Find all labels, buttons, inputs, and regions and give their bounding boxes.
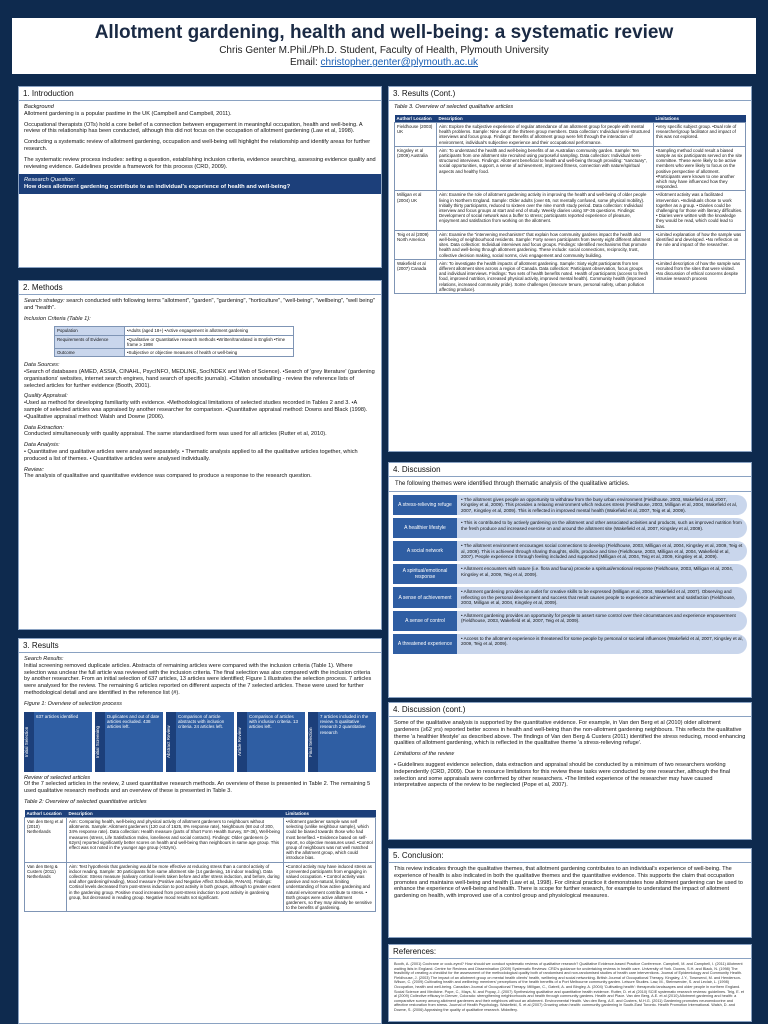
rq-text: How does allotment gardening contribute to an individual's experience of health and well-being? [24,184,291,191]
table-cell: •Allotment activity was a facilitated intervention. •Individuals chose to work together as a group. • Diaries could be challenging for those with literacy difficulties. • Diaries were written with the knowledge they would be read, which could lead to bias. [654,191,746,230]
table-cell: •Limited explanation of how the sample was identified and developed. •No reflection on the role and impact of the researcher. [654,230,746,259]
intro-panel [18,86,382,268]
results-heading: 3. Results [19,639,381,653]
methods-heading: 2. Methods [19,281,381,295]
rsa-text: Of the 7 selected articles in the review, 2 used quantitative research methods. An overview of these is presented in Table 2. The remaining 5 used qualitative research methods and an overview of these is presented in Table 3. [24,781,371,795]
table2 [24,810,376,913]
background-label: Background [24,104,54,110]
flow-step-text: 637 articles identified [34,712,92,772]
table-header-cell: Author/ Location [395,115,437,123]
flow-step [95,712,163,772]
quality-text: •Used as method for developing familiarity with evidence. •Methodological limitations of selected studies recorded in Tables 2 and 3. •A sample of selected articles was appraised by another researcher for comparison. •Quantitative appraisal method: Downs and Black (1998). •Qualitative appraisal method: Walsh and Downe (2006). [24,400,368,420]
table-row [395,230,746,259]
inclusion-key: Population [55,327,125,335]
table-header-cell: Limitations [654,115,746,123]
theme-description: • Allotment encounters with nature (i.e. flora and fauna) provoke a spiritual/emotional response (Fieldhouse, 2003, Milligan et al, 2004, Kingsley et al, 2009, Teig et al, 2009). [457,564,747,584]
references-panel [388,944,752,1022]
inclusion-value: •Qualitative or Quantitative research methods •Written/translated in English •Time frame ≥ 1998 [125,335,294,348]
research-question [19,174,381,194]
inclusion-label: Inclusion Criteria (Table 1): [24,315,91,322]
theme-description: • The allotment environment encourages social connections to develop (Fieldhouse, 2003, Milligan et al, 2004, Kingsley et al, 2009, Teig et al, 2009). This is achieved through sharing thoughts, skills, produce and time (Fieldhouse, 2003, Milligan et al, 2004, Wakefield et al, 2007). People experience it through feeling included and supported (Milligan et al, 2004, Teig et al, 2009, Kingsley et al, 2009). [457,541,747,561]
table2-label: Table 2: Overview of selected quantitative articles [24,798,147,805]
theme-description: • The allotment gives people an opportunity to withdraw from the busy urban environment (Fieldhouse, 2003, Wakefield et al, 2007, Kingsley et al, 2009). This provides a relaxing environment which reduces stress (Fieldhouse, 2003, Milligan et al, 2004, Wakefield et al, 2007, Kingsley et al, 2009). This is reflected in improved mental health (Wakefield et al, 2007, Teig et al, 2009). [457,495,747,515]
table-cell: Aim: Examine the "intervening mechanisms" that explain how community gardens impact the health and well-being of neighbourhood residents. Sample: Forty seven participants from twenty eight different allotment sites. Data collection: Individual interviews and focus groups. Findings: Identified mechanisms that promote health and well-being through allotment gardening. These include: social connections, reciprocity, trust, collective decision making, social norms, civic engagement and community building. [437,230,654,259]
references-text: Booth, A. (2001) Cochrane or cock-eyed? How should we conduct systematic reviews of qualitative research? Qualitative Evidence-based Practice Conference. Campbell, M. and Campbell, I. (2011) Allotment waiting lists in England. Centre for Reviews and Dissemination (2009) Systematic Reviews: CRD's guidance for undertaking reviews in health care. University of York. Downs, S.H. and Black, N. (1998) The feasibility of creating a checklist for the assessment of the methodological quality both of randomised and non-randomised studies of health care interventions. Journal of Epidemiology and Community Health. Fieldhouse, J. (2003) The impact of an allotment group on mental health clients' health, wellbeing and social networking. British Journal of Occupational Therapy. Kingsley, J.Y., Townsend, M. and Henderson-Wilson, C. (2009) Cultivating health and wellbeing: members' perceptions of the health benefits of a Port Melbourne community garden. Leisure Studies. Law, M., Steinwender, S. and Leclair, L. (1998) Occupation, health and well-being. Canadian Journal of Occupational Therapy. Milligan, C., Gatrell, A. and Bingley, A. (2004) 'Cultivating health': therapeutic landscapes and older people in northern England. Social Science and Medicine. Pope, C., Mays, N. and Popay, J. (2007) Synthesizing qualitative and quantitative health evidence. Rutter, D. et al (2010) SCIE systematic research reviews: guidelines. Teig, E. et al (2009) Collective efficacy in Denver, Colorado: strengthening neighborhoods and health through community gardens. Health and Place. Van den Berg, A.E. et al (2010) Allotment gardening and health: a comparative survey among allotment gardeners and their neighbors without an allotment. Environmental Health. Van den Berg, A.E. and Custers, M.H.G. (2011) Gardening promotes neuroendocrine and affective restoration from stress. Journal of Health Psychology. Wakefield, S. et al (2007) Growing urban health: community gardening in South-East Toronto. Health Promotion International. Walsh, D. and Downe, S. (2006) Appraising the quality of qualitative research. Midwifery. [394,962,744,1012]
flow-step-stage: Initial Selection [24,712,34,772]
theme-label: A social network [393,541,457,561]
flow-step-text: 7 articles included in the review. 5 qualitative research 2 quantitative research [318,712,376,772]
theme-label: A stress-relieving refuge [393,495,457,515]
table-cell: Aim: Examine the role of allotment gardening activity in improving the health and well-being of older people living in Northern England. Sample: Older adults (over 65, not mentally confused, some physical mobility). Initially thirty participants, reduced to sixteen over the nine month study period. Data collection: Individual interview and focus groups at start and end of study. Weekly diaries using SF-36 questions. Findings: Development of social network was a buffer to stress; participants reported experience of pleasure, enjoyment and satisfaction from working on the allotment. [437,191,654,230]
rsa-label: Review of selected articles [24,774,91,781]
table-row [25,817,376,862]
theme-item [393,518,747,538]
table-cell: Van den Berg et al (2010) Netherlands [25,817,67,862]
table-row [25,862,376,912]
intro-p2: Occupational therapists (OTs) hold a core belief of a connection between engagement in meaningful occupation, health and well-being. A review of this relationship has been conducted, although this did not focus on the occupation of allotment gardening (Law et al, 1998). [24,121,363,135]
theme-item [393,495,747,515]
theme-label: A spiritual/emotional response [393,564,457,584]
table-cell: •Sampling method could result a biased sample as six participants served on the site committee. These were likely to be active members who were likely to focus on the positive perspective of allotment. •Participants were known to one another which may have influenced how they responded. [654,146,746,191]
table-cell: Aim: To investigate the health impacts of allotment gardening. Sample: Sixty eight participants from ten different allotment sites across a region of Canada. Data collection: Participant observation, focus groups and individual interviews. Findings: Two sets of health benefits noted. Health of participants (access to fresh food, improved nutrition, increased physical activity, improved mental health). Community health (improved relations, increased community pride). Some challenges (insecure tenure, personal safety, urban pollution affecting produce). [437,259,654,293]
extraction-text: Conducted simultaneously with quality appraisal. The same standardised form was used for all articles (Rutter et al, 2010). [24,431,327,438]
sources-text: •Search of databases (AMED, ASSIA, CINAHL, PsycINFO, MEDLINE, SocINDEX and Web of Science). •Search of 'grey literature' (gardening organisations' websites, internet search engines, hand search of specific journals). •Citation snowballing - review the reference lists of selected articles for further evidence (Booth, 2001). [24,369,375,389]
inclusion-row [55,327,294,335]
inclusion-row [55,335,294,348]
table-header-cell: Description [437,115,654,123]
results-cont-panel [388,86,752,452]
analysis-text: • Quantitative and qualitative articles were analysed separately. • Thematic analysis applied to all the qualitative articles together, which produced a list of themes. • Quantitative articles were analysed individually. [24,448,358,462]
flow-step [237,712,305,772]
theme-label: A healthier lifestyle [393,518,457,538]
sources-label: Data Sources: [24,362,60,369]
table-cell: Kingsley et al (2009) Australia [395,146,437,191]
inclusion-table [54,326,294,357]
email-link[interactable]: christopher.genter@plymouth.ac.uk [320,57,479,68]
theme-description: • Access to the allotment experience is threatened for some people by personal or societal influences (Wakefield et al, 2007, Kingsley et al, 2009, Teig et al, 2009). [457,634,747,654]
table-row [395,123,746,147]
email-line [12,57,756,69]
intro-p4: The systematic review process includes: setting a question, establishing inclusion criteria, evidence searching, assessing evidence quality and reviewing evidence. Guidelines provide a framework for this process (CRD, 2009). [24,156,376,170]
theme-item [393,564,747,584]
references-heading: References: [389,945,751,959]
conclusion-text: This review indicates through the qualitative themes, that allotment gardening contributes to an individual's experience of well-being. The experience of health is also indicated in both the qualitative themes and the quantitative evidence. This supports the claim that occupation promotes and maintains well-being and health (Law et al, 1998). For clinical practice it demonstrates how allotment gardening can be used to enhance the experience of well-being and health. There is scope for further research, for example to understand the impact of allotment gardening on health, with improved use of a control group and physiological measures. [394,866,743,900]
results-cont-heading: 3. Results (Cont.) [389,87,751,101]
discussion-cont-heading: 4. Discussion (cont.) [389,703,751,717]
flow-step-text: Duplicates and out of date articles excluded. 438 articles left. [105,712,163,772]
flow-step-text: Comparison of article abstracts with inclusion criteria. 24 articles left. [176,712,234,772]
inclusion-value: •Adults (aged 18+) •Active engagement in allotment gardening [125,327,294,335]
discussion-intro: The following themes were identified through thematic analysis of the qualitative articles. [389,477,751,492]
review-text: The analysis of qualitative and quantitative evidence was compared to produce a response to the research question. [24,473,312,480]
poster-title: Allotment gardening, health and well-being: a systematic review [94,22,674,43]
theme-item [393,587,747,607]
quality-label: Quality Appraisal: [24,393,68,400]
table-cell: Teig et al (2009) North America [395,230,437,259]
flow-step [308,712,376,772]
rq-label: Research Question: [24,177,76,184]
table-cell: Milligan et al (2004) UK [395,191,437,230]
intro-p1: Allotment gardening is a popular pastime in the UK (Campbell and Campbell, 2011). [24,110,232,117]
inclusion-value: •Subjective or objective measures of health or well-being [125,349,294,357]
discussion-heading: 4. Discussion [389,463,751,477]
table-cell: Aim: Test hypothesis that gardening would be more effective at reducing stress than a control activity of indoor reading. Sample: 30 participants from same allotment site (14 gardening, 16 indoor reading). Data collection: Stress measure (salivary cortisol levels taken before and after stress induction, and before, during and after gardening/reading), Mood measure (Positive and Negative Affect Schedule, PANAS). Findings: Cortisol levels decreased from post-stress induction to post activity in both groups, although to greater extent in the gardening group. Positive mood increased from post-stress induction to post activity in gardening group, but decreased in reading group. Negative mood results not significant. [67,862,284,912]
theme-label: A sense of achievement [393,587,457,607]
theme-item [393,611,747,631]
discussion-cont-p1: Some of the qualitative analysis is supported by the quantitative evidence. For example, in Van den Berg et al (2010) older allotment gardeners (≥62 yrs) reported better scores in health and well-being than the non-allotment gardening neighbours. This reflects the qualitative theme 'a healthier lifestyle' as described above. The findings of Van den Berg & Custers (2011) identified the stress reducing, mood enhancing qualities of allotment gardening, which is reflected in the qualitative theme 'a stress-relieving refuge'. [394,720,746,747]
table-header-cell: Limitations [284,810,376,818]
review-label: Review: [24,466,44,473]
flow-step-stage: Initial Screening [95,712,105,772]
flow-step-stage: Abstract Review [166,712,176,772]
discussion-cont-panel [388,702,752,840]
table-row [395,191,746,230]
table-header-cell: Description [67,810,284,818]
table-cell: Van den Berg & Custers (2011) Netherlands [25,862,67,912]
table-cell: •Limited description of how the sample was recruited from the sites that were visited. •No discussion of ethical concerns despite intrusive research process [654,259,746,293]
conclusion-heading: 5. Conclusion: [389,849,751,863]
theme-description: • This is contributed to by actively gardening on the allotment and other associated activities and products, such as improved nutrition from the fresh produce and increased exercise on and around the allotment site (Wakefield et al, 2007, Kingsley et al, 2009). [457,518,747,538]
table-cell: •Allotment gardener sample was self selecting (unlike neighbour sample), which could be biased towards those who had most benefited. • Evidence based on self-report, no objective measures used. •Control group of neighbours was not well matched with the allotment group, which could introduce bias. [284,817,376,862]
theme-label: A sense of control [393,611,457,631]
table-cell: •Control activity may have induced stress as it prevented participants from engaging in valued occupation. • Control activity was passive and non-natural, limiting understanding of how active gardening and natural environment contribute to stress. • Both groups were active allotment gardeners, so they may already be sensitive to the benefits of gardening. [284,862,376,912]
theme-item [393,634,747,654]
discussion-panel [388,462,752,698]
table-cell: Aim: Explore the subjective experience of regular attendance of an allotment group for people with mental health problems. Sample: Nine out of the thirteen group members. Data collection: Individual semi-structured interviews and focus group. Findings: Benefits of allotment group were felt through the interaction of environment, individual's subjective experience and their occupational performance. [437,123,654,147]
themes-list [389,495,751,654]
theme-label: A threatened experience [393,634,457,654]
flow-step-stage: Article Review [237,712,247,772]
poster-header [12,18,756,74]
table-cell: Aim: To understand the health and well-being benefits of an Australian community garden. Sample: Ten participants from one allotment site recruited using purposeful sampling. Data collection: Individual semi-structured interviews. Findings: Allotment beneficial to health and well-being through providing: "sanctuary", social opportunities, support, a sense of achievement, improved fitness, connection with nature/spiritual aspects and healthy food. [437,146,654,191]
table-cell: Fieldhouse (2003) UK [395,123,437,147]
conclusion-panel [388,848,752,938]
inclusion-row [55,349,294,357]
table-cell: •Very specific subject group. •Dual role of researcher/group facilitator and impact of this was not explored. [654,123,746,147]
table-cell: Aim: Comparing health, well-being and physical activity of allotment gardeners to neighbours without allotments. Sample: Allotment gardeners (120 out of 1625, 8% response rate), Neighbours (68 out of 200, 34% response rate). Data collection: Health measure (parts of Short Form Health Survey, SF-36), Well-being measures (stress, Life Satisfaction Index, loneliness and social contacts). Findings: Older gardeners (≥ 62yrs) reported significantly better scores on health and well-being than neighbours in same age group. This effect was not noted in the younger age group (<62yrs). [67,817,284,862]
theme-description: • Allotment gardening provides an opportunity for people to assert some control over their circumstances and experience empowerment (Fieldhouse, 2003, Wakefield et al, 2007, Teig et al, 2009). [457,611,747,631]
flow-step-stage: Final Selection [308,712,318,772]
strategy-text: search conducted with following terms "allotment", "garden", "gardening", "horticulture", "well-being", "wellbeing", "well being" and "health". [24,298,375,311]
table-row [395,259,746,293]
search-results-label: Search Results: [24,656,64,662]
intro-heading: 1. Introduction [19,87,381,101]
limitations-label: Limitations of the review [394,751,455,758]
theme-item [393,541,747,561]
author-line: Chris Genter M.Phil./Ph.D. Student, Faculty of Health, Plymouth University [219,45,549,56]
flow-step [24,712,92,772]
selection-flowchart [24,712,376,772]
table-header-cell: Author/ Location [25,810,67,818]
analysis-label: Data Analysis: [24,442,60,449]
search-results-text: Initial screening removed duplicate articles. Abstracts of remaining articles were compared with the inclusion criteria (Table 1). Where selection was unclear the full article was reviewed with the inclusion criteria. The final selection was also compared with the inclusion criteria by another researcher. From an initial selection of 637 articles, 13 articles were identified; Figure 1 illustrates the selection process. 7 articles were analysed for the review. The remaining 6 articles reported on different aspects of the 7 selected articles. These were used for further methodological detail and are identified in the reference list (#). [24,662,372,696]
extraction-label: Data Extraction: [24,424,64,431]
inclusion-key: Outcome [55,349,125,357]
intro-p3: Conducting a systematic review of allotment gardening, occupation and well-being will highlight the relationship and identify areas for further research. [24,139,371,152]
methods-panel [18,280,382,630]
email-label: Email: [289,57,318,68]
table-cell: Wakefield et al (2007) Canada [395,259,437,293]
table-row [395,146,746,191]
table3-label: Table 3. Overview of selected qualitative articles [394,104,514,110]
theme-description: • Allotment gardening provides an outlet for creative skills to be expressed (Milligan et al, 2004, Wakefield et al, 2007). Observing and reflecting on the personal development and success that result causes people to experience achievement and satisfaction (Fieldhouse, 2003, Milligan et al, 2004, Kingsley et al, 2009). [457,587,747,607]
limitations-text: • Guidelines suggest evidence selection, data extraction and appraisal should be conducted by a minimum of two researchers working independently (CRD, 2009). Due to resource limitations for this review these tasks were conducted by one researcher, although the final selection and some appraisals were confirmed by other researchers. •The limited experience of the researcher may have caused interpretative aspects of the review to be neglected (Pope et al, 2007). [394,761,731,789]
figure-label: Figure 1: Overview of selection process [24,700,122,707]
flow-step [166,712,234,772]
results-panel [18,638,382,1024]
inclusion-key: Requirements of Evidence [55,335,125,348]
flow-step-text: Comparison of articles with inclusion criteria. 13 articles left. [247,712,305,772]
table3 [394,115,746,294]
strategy-label: Search strategy: [24,298,65,304]
